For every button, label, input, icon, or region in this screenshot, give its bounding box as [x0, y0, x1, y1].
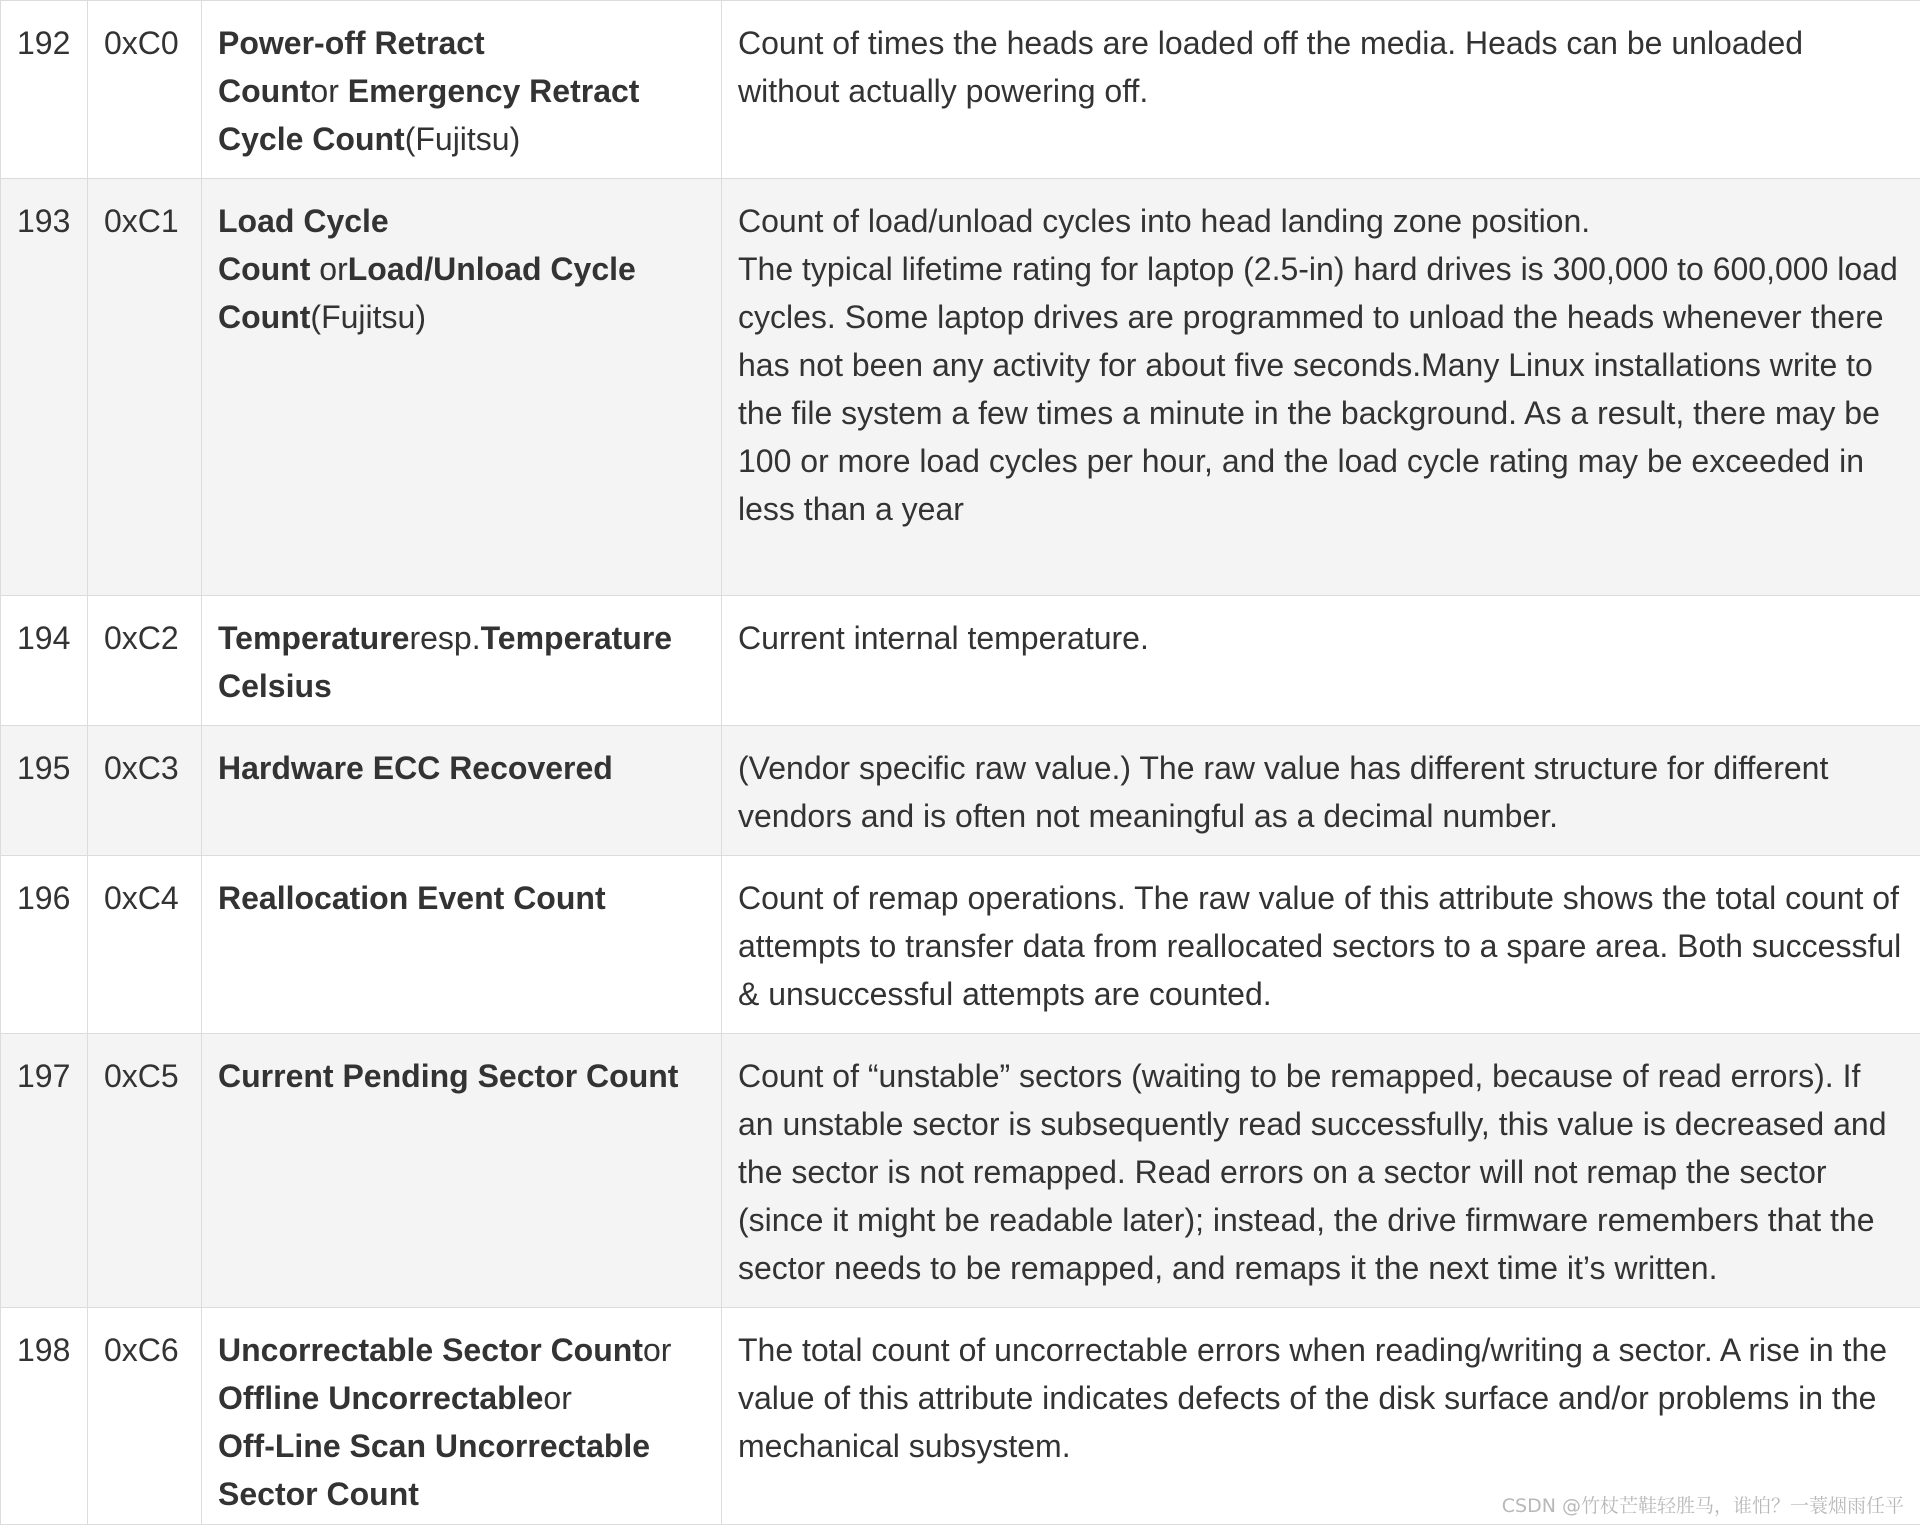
attribute-description [722, 1, 1920, 179]
attribute-hex: 0xC2 [88, 596, 202, 726]
attribute-id: 196 [1, 856, 88, 1034]
attribute-description [722, 1308, 1920, 1525]
attribute-id: 193 [1, 179, 88, 596]
table-row [1, 1034, 1920, 1308]
attribute-name [202, 1, 722, 179]
attribute-name-bold: Off-Line Scan Uncorrectable Sector Count [218, 1428, 650, 1512]
attribute-name-text: (Fujitsu) [310, 299, 426, 335]
attribute-name [202, 1308, 722, 1525]
table-row [1, 726, 1920, 856]
description-paragraph: Current internal temperature. [738, 614, 1904, 662]
attribute-description [722, 596, 1920, 726]
table-body [1, 1, 1920, 1525]
attribute-name [202, 596, 722, 726]
attribute-hex: 0xC4 [88, 856, 202, 1034]
attribute-hex: 0xC3 [88, 726, 202, 856]
attribute-name-bold: Temperature [218, 620, 409, 656]
attribute-name [202, 856, 722, 1034]
table-row [1, 179, 1920, 596]
attribute-description [722, 179, 1920, 596]
attribute-name-bold: Load/Unload Cycle Count [218, 251, 636, 335]
attribute-description [722, 726, 1920, 856]
attribute-name-bold: Reallocation Event Count [218, 880, 606, 916]
description-paragraph: Count of “unstable” sectors (waiting to be remapped, because of read errors). If an unstable sector is subsequently read successfully, this value is decreased and the sector is not remapped. Read errors on a sector will not remap the sector (since it might be readable later); instead, the drive firmware remembers that the sector needs to be remapped, and remaps it the next time it’s written. [738, 1052, 1904, 1292]
attribute-hex: 0xC0 [88, 1, 202, 179]
attribute-id: 192 [1, 1, 88, 179]
attribute-name-bold: Power-off Retract Count [218, 25, 485, 109]
attribute-name-bold: Hardware ECC Recovered [218, 750, 613, 786]
attribute-id: 197 [1, 1034, 88, 1308]
description-paragraph: The total count of uncorrectable errors when reading/writing a sector. A rise in the value of this attribute indicates defects of the disk surface and/or problems in the mechanical subsystem. [738, 1326, 1904, 1470]
attribute-name-text: or [543, 1380, 571, 1416]
attribute-id: 195 [1, 726, 88, 856]
attribute-name-text: (Fujitsu) [405, 121, 521, 157]
attribute-name-bold: Current Pending Sector Count [218, 1058, 678, 1094]
table-row [1, 1, 1920, 179]
attribute-hex: 0xC1 [88, 179, 202, 596]
description-paragraph: Count of times the heads are loaded off the media. Heads can be unloaded without actually powering off. [738, 19, 1904, 115]
attribute-name-text: resp. [409, 620, 480, 656]
attribute-name-bold: Load Cycle Count [218, 203, 389, 287]
attribute-name-text: or [643, 1332, 671, 1368]
table-row [1, 856, 1920, 1034]
watermark: CSDN @竹杖芒鞋轻胜马，谁怕？一蓑烟雨任平 [1502, 1494, 1904, 1518]
attribute-name [202, 1034, 722, 1308]
attribute-description [722, 1034, 1920, 1308]
attribute-name-text: or [310, 73, 347, 109]
attribute-name-bold: Emergency Retract Cycle Count [218, 73, 639, 157]
description-paragraph: Count of remap operations. The raw value of this attribute shows the total count of attempts to transfer data from reallocated sectors to a spare area. Both successful & unsuccessful attempts are counted. [738, 874, 1904, 1018]
description-paragraph: Count of load/unload cycles into head landing zone position. [738, 197, 1904, 245]
attribute-name-bold: Uncorrectable Sector Count [218, 1332, 643, 1368]
attribute-name [202, 179, 722, 596]
attribute-id: 198 [1, 1308, 88, 1525]
table-row [1, 596, 1920, 726]
description-paragraph: (Vendor specific raw value.) The raw value has different structure for different vendors and is often not meaningful as a decimal number. [738, 744, 1904, 840]
attribute-name-bold: Offline Uncorrectable [218, 1380, 543, 1416]
attribute-id: 194 [1, 596, 88, 726]
table-row [1, 1308, 1920, 1525]
attribute-hex: 0xC5 [88, 1034, 202, 1308]
attribute-hex: 0xC6 [88, 1308, 202, 1525]
description-paragraph: The typical lifetime rating for laptop (2.5-in) hard drives is 300,000 to 600,000 load cycles. Some laptop drives are programmed to unload the heads whenever there has not been any activity for about five seconds.Many Linux installations write to the file system a few times a minute in the background. As a result, there may be 100 or more load cycles per hour, and the load cycle rating may be exceeded in less than a year [738, 245, 1904, 533]
attribute-name-text: or [310, 251, 347, 287]
attribute-description [722, 856, 1920, 1034]
attribute-name-bold: Temperature Celsius [218, 620, 672, 704]
attribute-name [202, 726, 722, 856]
